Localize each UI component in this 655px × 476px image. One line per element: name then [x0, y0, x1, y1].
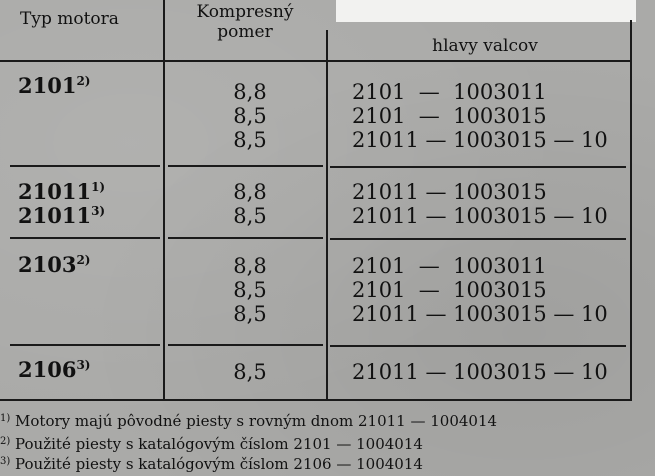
group-divider-parts-2 — [330, 238, 626, 240]
footnote-mark: 3) — [76, 358, 91, 372]
footnote-mark: 1) — [91, 180, 106, 194]
part-number: 21011 — 1003015 — 10 — [352, 360, 608, 384]
group-divider-parts-3 — [330, 345, 626, 347]
part-number: 21011 — 1003015 — 10 — [352, 204, 608, 228]
table-bottom-border — [0, 399, 632, 401]
part-number: 2101 — 1003011 — [352, 80, 547, 104]
column-divider-1 — [163, 0, 165, 400]
column-divider-2 — [326, 30, 328, 400]
group-divider-ratio-1 — [168, 165, 323, 167]
header-compression-ratio — [170, 2, 320, 42]
header-engine-type: Typ motora — [20, 9, 119, 29]
compression-ratio-value: 8,8 — [233, 180, 267, 204]
compression-ratio-value: 8,5 — [233, 204, 267, 228]
group-divider-ratio-3 — [168, 344, 323, 346]
part-number: 21011 — 1003015 — [352, 180, 547, 204]
footnote-number: 3) — [0, 456, 11, 467]
compression-ratio-value: 8,8 — [233, 254, 267, 278]
header-cylinder-heads: hlavy valcov — [432, 36, 538, 56]
part-number: 2101 — 1003015 — [352, 104, 547, 128]
group-divider-engine-3 — [10, 344, 160, 346]
engine-label: 2103$^{2)}$ — [18, 252, 91, 277]
header-divider — [0, 60, 630, 62]
footnote-number: 1) — [0, 413, 11, 424]
engine-label: 21011$^{1)}$ — [18, 179, 106, 204]
table-right-border — [630, 20, 632, 400]
group-divider-engine-2 — [10, 237, 160, 239]
header-compression-ratio-line2: pomer — [217, 22, 273, 42]
footnote — [0, 413, 497, 429]
compression-ratio-value: 8,8 — [233, 80, 267, 104]
footnote-text: Motory majú pôvodné piesty s rovným dnom 21011 — 1004014 — [10, 412, 498, 430]
footnote-text: Použité piesty s katalógovým číslom 2106 — 1004014 — [10, 455, 423, 473]
part-number: 21011 — 1003015 — 10 — [352, 302, 608, 326]
part-number: 2101 — 1003011 — [352, 254, 547, 278]
group-divider-engine-1 — [10, 165, 160, 167]
part-number: 21011 — 1003015 — 10 — [352, 128, 608, 152]
group-divider-parts-1 — [330, 166, 626, 168]
compression-ratio-value: 8,5 — [233, 360, 267, 384]
footnote-text: Použité piesty s katalógovým číslom 2101 — 1004014 — [10, 435, 423, 453]
engine-label: 2106$^{3)}$ — [18, 357, 91, 382]
torn-paper-patch — [336, 0, 636, 22]
engine-label: 2101$^{2)}$ — [18, 73, 91, 98]
group-divider-ratio-2 — [168, 237, 323, 239]
footnote-mark: 2) — [76, 253, 91, 267]
footnote-mark: 3) — [91, 204, 106, 218]
footnote-number: 2) — [0, 436, 11, 447]
compression-ratio-value: 8,5 — [233, 302, 267, 326]
compression-ratio-value: 8,5 — [233, 104, 267, 128]
footnote-mark: 2) — [76, 74, 91, 88]
compression-ratio-value: 8,5 — [233, 278, 267, 302]
footnote — [0, 436, 423, 452]
part-number: 2101 — 1003015 — [352, 278, 547, 302]
compression-ratio-value: 8,5 — [233, 128, 267, 152]
footnote — [0, 456, 423, 472]
header-compression-ratio-line1: Kompresný — [196, 2, 294, 22]
engine-label: 21011$^{3)}$ — [18, 203, 106, 228]
